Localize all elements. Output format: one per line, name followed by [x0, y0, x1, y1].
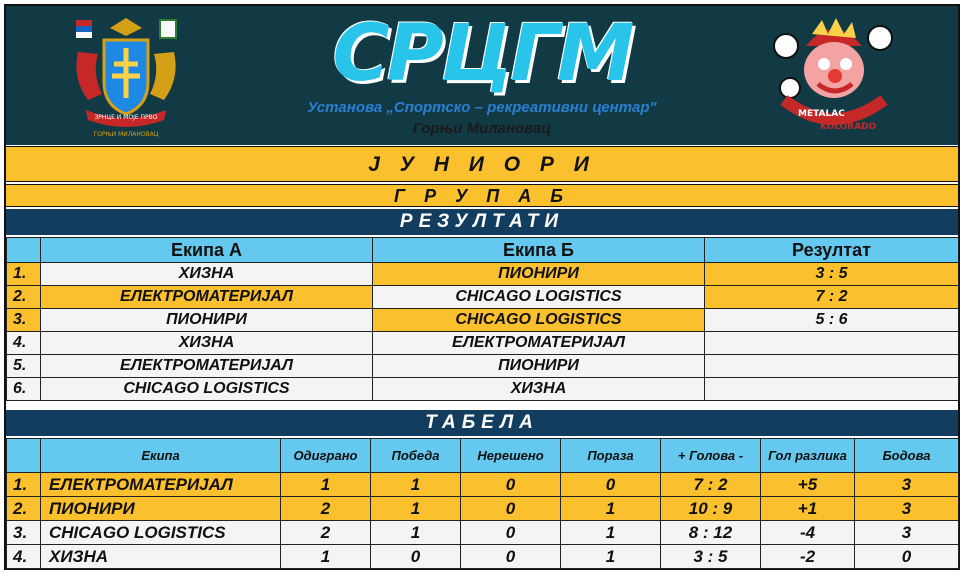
results-header-score: Резултат: [705, 238, 959, 263]
standings-played: 2: [281, 497, 371, 521]
standings-team: ЕЛЕКТРОМАТЕРИЈАЛ: [41, 473, 281, 497]
result-score: [705, 355, 959, 378]
result-score: [705, 378, 959, 401]
standings-won: 0: [371, 545, 461, 569]
result-row: [7, 309, 959, 332]
result-number: 3.: [7, 309, 41, 332]
standings-played: 2: [281, 521, 371, 545]
results-table: [6, 237, 959, 401]
standings-goals: 3 : 5: [661, 545, 761, 569]
standings-goal-diff: +5: [761, 473, 855, 497]
result-score: 5 : 6: [705, 309, 959, 332]
result-row: [7, 263, 959, 286]
standings-goal-diff: +1: [761, 497, 855, 521]
standings-lost: 0: [561, 473, 661, 497]
standings-won: 1: [371, 521, 461, 545]
standings-drawn: 0: [461, 545, 561, 569]
standings-header-goal-diff: Гол разлика: [761, 439, 855, 473]
standings-won: 1: [371, 497, 461, 521]
results-header-team-b: Екипа Б: [373, 238, 705, 263]
standings-header-lost: Пораза: [561, 439, 661, 473]
result-number: 4.: [7, 332, 41, 355]
crest-caption: ГОРЊИ МИЛАНОВАЦ: [93, 131, 159, 138]
standings-goals: 7 : 2: [661, 473, 761, 497]
standings-goals: 8 : 12: [661, 521, 761, 545]
standings-row: [7, 473, 959, 497]
results-header-team-a: Екипа А: [41, 238, 373, 263]
standings-drawn: 0: [461, 521, 561, 545]
standings-team: ПИОНИРИ: [41, 497, 281, 521]
result-row: [7, 286, 959, 309]
standings-points: 3: [855, 497, 959, 521]
standings-row: [7, 545, 959, 569]
standings-rank: 3.: [7, 521, 41, 545]
standings-goals: 10 : 9: [661, 497, 761, 521]
result-number: 5.: [7, 355, 41, 378]
standings-header-won: Победа: [371, 439, 461, 473]
municipal-crest-icon: [68, 14, 184, 140]
result-team-a: ХИЗНА: [41, 263, 373, 286]
standings-rank: 2.: [7, 497, 41, 521]
logo-word-metalac: METALAC: [798, 109, 845, 119]
standings-lost: 1: [561, 497, 661, 521]
result-team-b: CHICAGO LOGISTICS: [373, 309, 705, 332]
standings-rank: 1.: [7, 473, 41, 497]
standings-drawn: 0: [461, 473, 561, 497]
results-header-row: [7, 238, 959, 263]
result-team-b: ПИОНИРИ: [373, 355, 705, 378]
result-team-b: ХИЗНА: [373, 378, 705, 401]
standings-header-points: Бодова: [855, 439, 959, 473]
standings-points: 3: [855, 521, 959, 545]
result-team-b: ЕЛЕКТРОМАТЕРИЈАЛ: [373, 332, 705, 355]
standings-points: 3: [855, 473, 959, 497]
result-team-a: CHICAGO LOGISTICS: [41, 378, 373, 401]
standings-rank: 4.: [7, 545, 41, 569]
standings-goal-diff: -2: [761, 545, 855, 569]
result-row: [7, 378, 959, 401]
result-number: 2.: [7, 286, 41, 309]
standings-points: 0: [855, 545, 959, 569]
result-number: 1.: [7, 263, 41, 286]
standings-played: 1: [281, 545, 371, 569]
standings-header-row: [7, 439, 959, 473]
results-sheet: [4, 4, 960, 570]
result-row: [7, 355, 959, 378]
group-banner: Г Р У П А Б: [6, 184, 958, 207]
standings-drawn: 0: [461, 497, 561, 521]
standings-team: ХИЗНА: [41, 545, 281, 569]
header: [6, 6, 958, 145]
results-header-number: [7, 238, 41, 263]
result-team-a: ХИЗНА: [41, 332, 373, 355]
result-team-a: ЕЛЕКТРОМАТЕРИЈАЛ: [41, 286, 373, 309]
logo-word-kolorado: KOLORADO: [820, 122, 877, 132]
standings-played: 1: [281, 473, 371, 497]
standings-row: [7, 497, 959, 521]
result-score: 7 : 2: [705, 286, 959, 309]
result-team-a: ЕЛЕКТРОМАТЕРИЈАЛ: [41, 355, 373, 378]
crest-ribbon: ЗРНЦЕ И МОЈЕ ПРВО: [94, 114, 158, 121]
category-banner: Ј У Н И О Р И: [6, 146, 958, 182]
institution-name: Установа „Спортско – рекреативни центар": [307, 99, 657, 116]
standings-header-team: Екипа: [41, 439, 281, 473]
result-score: [705, 332, 959, 355]
institution-city: Горњи Милановац: [412, 120, 552, 137]
result-team-b: CHICAGO LOGISTICS: [373, 286, 705, 309]
standings-table: [6, 438, 959, 569]
standings-team: CHICAGO LOGISTICS: [41, 521, 281, 545]
srcgm-logo: СРЦГМ: [332, 9, 632, 99]
result-score: 3 : 5: [705, 263, 959, 286]
result-number: 6.: [7, 378, 41, 401]
metalac-kolorado-logo-icon: [768, 16, 898, 134]
standings-lost: 1: [561, 545, 661, 569]
standings-won: 1: [371, 473, 461, 497]
standings-header-goals: + Голова -: [661, 439, 761, 473]
standings-row: [7, 521, 959, 545]
result-team-b: ПИОНИРИ: [373, 263, 705, 286]
standings-banner: ТАБЕЛА: [6, 410, 958, 436]
result-row: [7, 332, 959, 355]
standings-header-number: [7, 439, 41, 473]
result-team-a: ПИОНИРИ: [41, 309, 373, 332]
standings-goal-diff: -4: [761, 521, 855, 545]
standings-header-drawn: Нерешено: [461, 439, 561, 473]
standings-lost: 1: [561, 521, 661, 545]
results-banner: РЕЗУЛТАТИ: [6, 209, 958, 235]
standings-header-played: Одиграно: [281, 439, 371, 473]
